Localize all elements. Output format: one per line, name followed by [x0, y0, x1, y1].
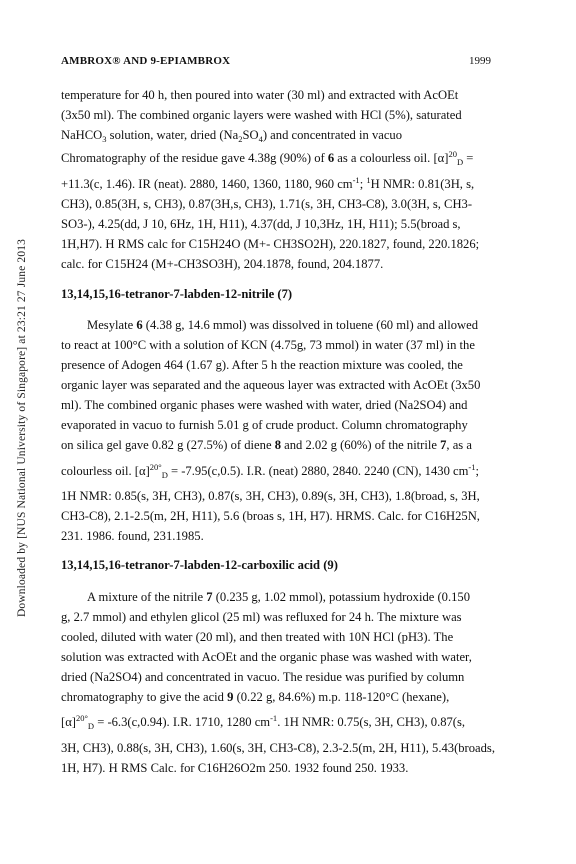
text-line: 1H NMR: 0.85(s, 3H, CH3), 0.87(s, 3H, CH3), 0.89(s, 3H, CH3), 1.8(broad, s, 3H, [61, 489, 480, 503]
compound-number: 6 [136, 318, 143, 332]
text-line: 1H,H7). H RMS calc for C15H24O (M+- CH3SO2H), 220.1827, found, 220.1826; [61, 237, 480, 251]
download-notice: Downloaded by [NUS National University of Singapore] at 23:21 27 June 2013 [16, 238, 28, 618]
text-line [87, 317, 478, 333]
text-span: solution, water, dried (Na [106, 128, 239, 142]
text-line [61, 463, 479, 479]
compound-number: 7 [440, 438, 447, 452]
subscript: D [456, 157, 464, 167]
text-line: to react at 100°C with a solution of KCN (4.75g, 73 mmol) in water (37 ml) in the [61, 338, 475, 352]
text-span: (0.22 g, 84.6%) m.p. 118-120°C (hexane), [233, 690, 450, 704]
superscript: 1 [366, 175, 371, 185]
text-span: Mesylate [87, 318, 137, 332]
text-line [61, 127, 402, 143]
text-span: Chromatography of the residue gave 4.38g (90%) of [61, 151, 328, 165]
text-span: +11.3(c, 1.46). IR (neat). 2880, 1460, 1360, 1180, 960 cm [61, 177, 353, 191]
text-line: presence of Adogen 464 (1.67 g). After 5 h the reaction mixture was cooled, the [61, 358, 463, 372]
text-span: ; [475, 464, 479, 478]
text-line: 3H, CH3), 0.88(s, 3H, CH3), 1.60(s, 3H, CH3-C8), 2.3-2.5(m, 2H, H11), 5.43(broads, [61, 741, 495, 755]
text-line: g, 2.7 mmol) and ethylen glicol (25 ml) was refluxed for 24 h. The mixture was [61, 610, 462, 624]
text-span: NaHCO [61, 128, 103, 142]
text-line: CH3-C8), 2.1-2.5(m, 2H, H11), 5.6 (broas s, 1H, H7). HRMS. Calc. for C16H25N, [61, 509, 480, 523]
text-span: = -6.3(c,0.94). I.R. 1710, 1280 cm [94, 715, 271, 729]
text-span: ) and concentrated in vacuo [262, 128, 403, 142]
text-line: CH3), 0.85(3H, s, CH3), 0.87(3H,s, CH3), 1.71(s, 3H, CH3-C8), 3.0(3H, s, CH3- [61, 197, 473, 211]
text-span: = [463, 151, 474, 165]
text-line: 231. 1986. found, 231.1985. [61, 529, 204, 543]
text-line: temperature for 40 h, then poured into water (30 ml) and extracted with AcOEt [61, 88, 459, 102]
subscript: 4 [258, 134, 263, 144]
text-line [61, 437, 472, 453]
text-line [61, 176, 474, 192]
text-line [61, 150, 473, 166]
text-line [87, 589, 470, 605]
text-span: chromatography to give the acid [61, 690, 228, 704]
text-line: solution was extracted with AcOEt and the organic phase was washed with water, [61, 650, 472, 664]
text-span: on silica gel gave 0.82 g (27.5%) of diene [61, 438, 275, 452]
subscript: 3 [102, 134, 107, 144]
text-line: dried (Na2SO4) and concentrated in vacuo. The residue was purified by column [61, 670, 465, 684]
text-span: colourless oil. [α] [61, 464, 150, 478]
text-span: (4.38 g, 14.6 mmol) was dissolved in toluene (60 ml) and allowed [142, 318, 479, 332]
running-header [61, 55, 491, 71]
text-line: organic layer was separated and the aqueous layer was extracted with AcOEt (3x50 [61, 378, 481, 392]
text-line: calc. for C15H24 (M+-CH3SO3H), 204.1878, found, 204.1877. [61, 257, 384, 271]
subscript: 2 [238, 134, 243, 144]
text-line [61, 714, 465, 730]
text-line: cooled, diluted with water (20 ml), and then treated with 10N HCl (pH3). The [61, 630, 454, 644]
text-span: [α] [61, 715, 76, 729]
text-line: evaporated in vacuo to furnish 5.01 g of crude product. Column chromatography [61, 418, 468, 432]
text-span: . 1H NMR: 0.75(s, 3H, CH3), 0.87(s, [277, 715, 466, 729]
superscript: -1 [270, 713, 278, 723]
text-span: = -7.95(c,0.5). I.R. (neat) 2880, 2840. 2240 (CN), 1430 cm [167, 464, 469, 478]
text-span: SO [242, 128, 259, 142]
text-line [61, 689, 449, 705]
text-span: ; [359, 177, 367, 191]
page-number: 1999 [469, 55, 491, 67]
subscript: D [87, 721, 95, 731]
superscript: 20° [76, 713, 88, 723]
text-span: A mixture of the nitrile [87, 590, 207, 604]
text-line: ml). The combined organic phases were washed with water, dried (Na2SO4) and [61, 398, 468, 412]
subscript: D [161, 470, 168, 480]
text-line: (3x50 ml). The combined organic layers were washed with HCl (5%), saturated [61, 108, 462, 122]
compound-number: 8 [274, 438, 281, 452]
superscript: -1 [352, 175, 360, 185]
compound-number: 7 [206, 590, 213, 604]
text-line: SO3-), 4.25(dd, J 10, 6Hz, 1H, H11), 4.37(dd, J 10,3Hz, 1H, H11); 5.5(broad s, [61, 217, 461, 231]
superscript: 20 [448, 149, 457, 159]
compound-number: 6 [327, 151, 335, 165]
text-span: , as a [446, 438, 472, 452]
superscript: -1 [468, 462, 476, 472]
superscript: 20° [149, 462, 162, 472]
text-span: as a colourless oil. [α] [334, 151, 449, 165]
text-span: and 2.02 g (60%) of the nitrile [280, 438, 441, 452]
compound-number: 9 [227, 690, 234, 704]
text-line: 1H, H7). H RMS Calc. for C16H26O2m 250. 1932 found 250. 1933. [61, 761, 409, 775]
section-heading: 13,14,15,16-tetranor-7-labden-12-nitrile (7) [61, 287, 293, 301]
text-span: H NMR: 0.81(3H, s, [370, 177, 475, 191]
section-heading: 13,14,15,16-tetranor-7-labden-12-carboxilic acid (9) [61, 558, 338, 572]
text-span: (0.235 g, 1.02 mmol), potassium hydroxide (0.150 [212, 590, 471, 604]
running-title: AMBROX® AND 9-EPIAMBROX [61, 55, 231, 67]
